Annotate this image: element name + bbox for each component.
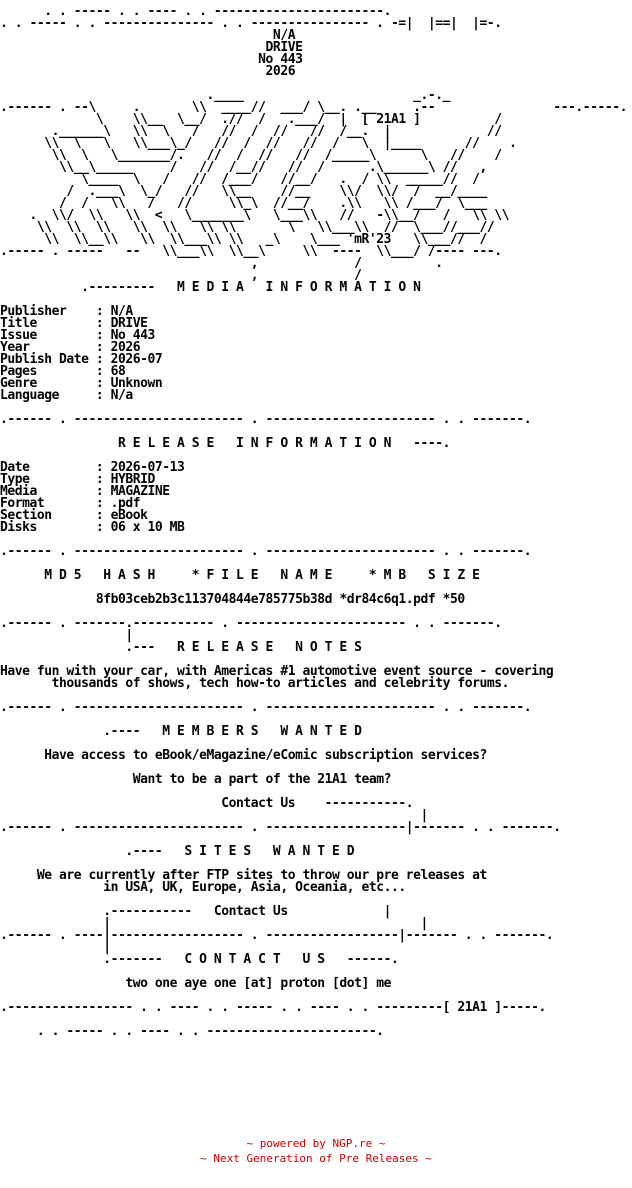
footer-tagline: ~ Next Generation of Pre Releases ~ — [200, 1152, 432, 1165]
footer-powered-by[interactable]: ~ powered by NGP.re ~ — [246, 1137, 386, 1150]
footer — [0, 1136, 632, 1166]
nfo-document: . . ----- . . ---- . . -----------------------. . . ----- . . --------------- . . ---------------- . -=| |==| |=-. N/A DRIVE No 443 2026 .____ _.-._ .------ . --\ . \\ ____// ___/ \__. .__ .-- ---.-----. \ \\__ \__/ .// / .___/ | [ 21A1 ] / .______\ \\ \ / // / // // /__. | // \\ \ \ \\___\_/ // / // // / \ |____ // . \\ \ \_______/. // / // // /_____\ \ // / \\__\_____ / // /__// // / .\______\ // , \____ \ / // /___/ //__/ . / \\ _____// / / .___\ \_/ // \\__ //__ \\/ \\/ / __/____ / / \\ / // \\_\ //__/ .\\ \\ /___/ \___ . \\/ \\ \\ < \_______\ \___\\ // -\\__/ / \\ \\ \\ \\ \\ \\ \\ \\ \\ \ \\___\\ // \___//___// \\ \\__\\ \\ \\___\\ \\ _\ \___ 'mR'23 \\___// / .----- . ----- -- \\___\\ \\__\ \\ ---- \\___/ /---- ---. , / . , / .--------- M E D I A I N F O R M A T I O N Publisher : N/A Title : DRIVE Issue : No 443 Year : 2026 Publish Date : 2026-07 Pages : 68 Genre : Unknown Language : N/a .------ . ----------------------- . ----------------------- . . -------. R E L E A S E I N F O R M A T I O N ----. Date : 2026-07-13 Type : HYBRID Media : MAGAZINE Format : .pdf Section : eBook Disks : 06 x 10 MB .------ . ----------------------- . ----------------------- . . -------. M D 5 H A S H * F I L E N A M E * M B S I Z E 8fb03ceb2b3c113704844e785775b38d *dr84c6q1.pdf *50 .------ . -------.----------- . ----------------------- . . -------. | .--- R E L E A S E N O T E S Have fun with your car, with Americas #1 automotive event source - covering thousands of shows, tech how-to articles and celebrity forums. .------ . ----------------------- . ----------------------- . . -------. .---- M E M B E R S W A N T E D Have access to eBook/eMagazine/eComic subscription services? Want to be a part of the 21A1 team? Contact Us -----------. | .------ . ----------------------- . -------------------|------- . . -------. .---- S I T E S W A N T E D We are currently after FTP sites to throw our pre releases at in USA, UK, Europe, Asia, Oceania, etc... .----------- Contact Us | | | .------ . ----|------------------ . ------------------|------- . . -------. | .------- C O N T A C T U S ------. two one aye one [at] proton [dot] me .----------------- . . ---- . . ----- . . ---- . . ---------[ 21A1 ]-----. . . ----- . . ---- . . -----------------------. — [0, 4, 628, 1039]
